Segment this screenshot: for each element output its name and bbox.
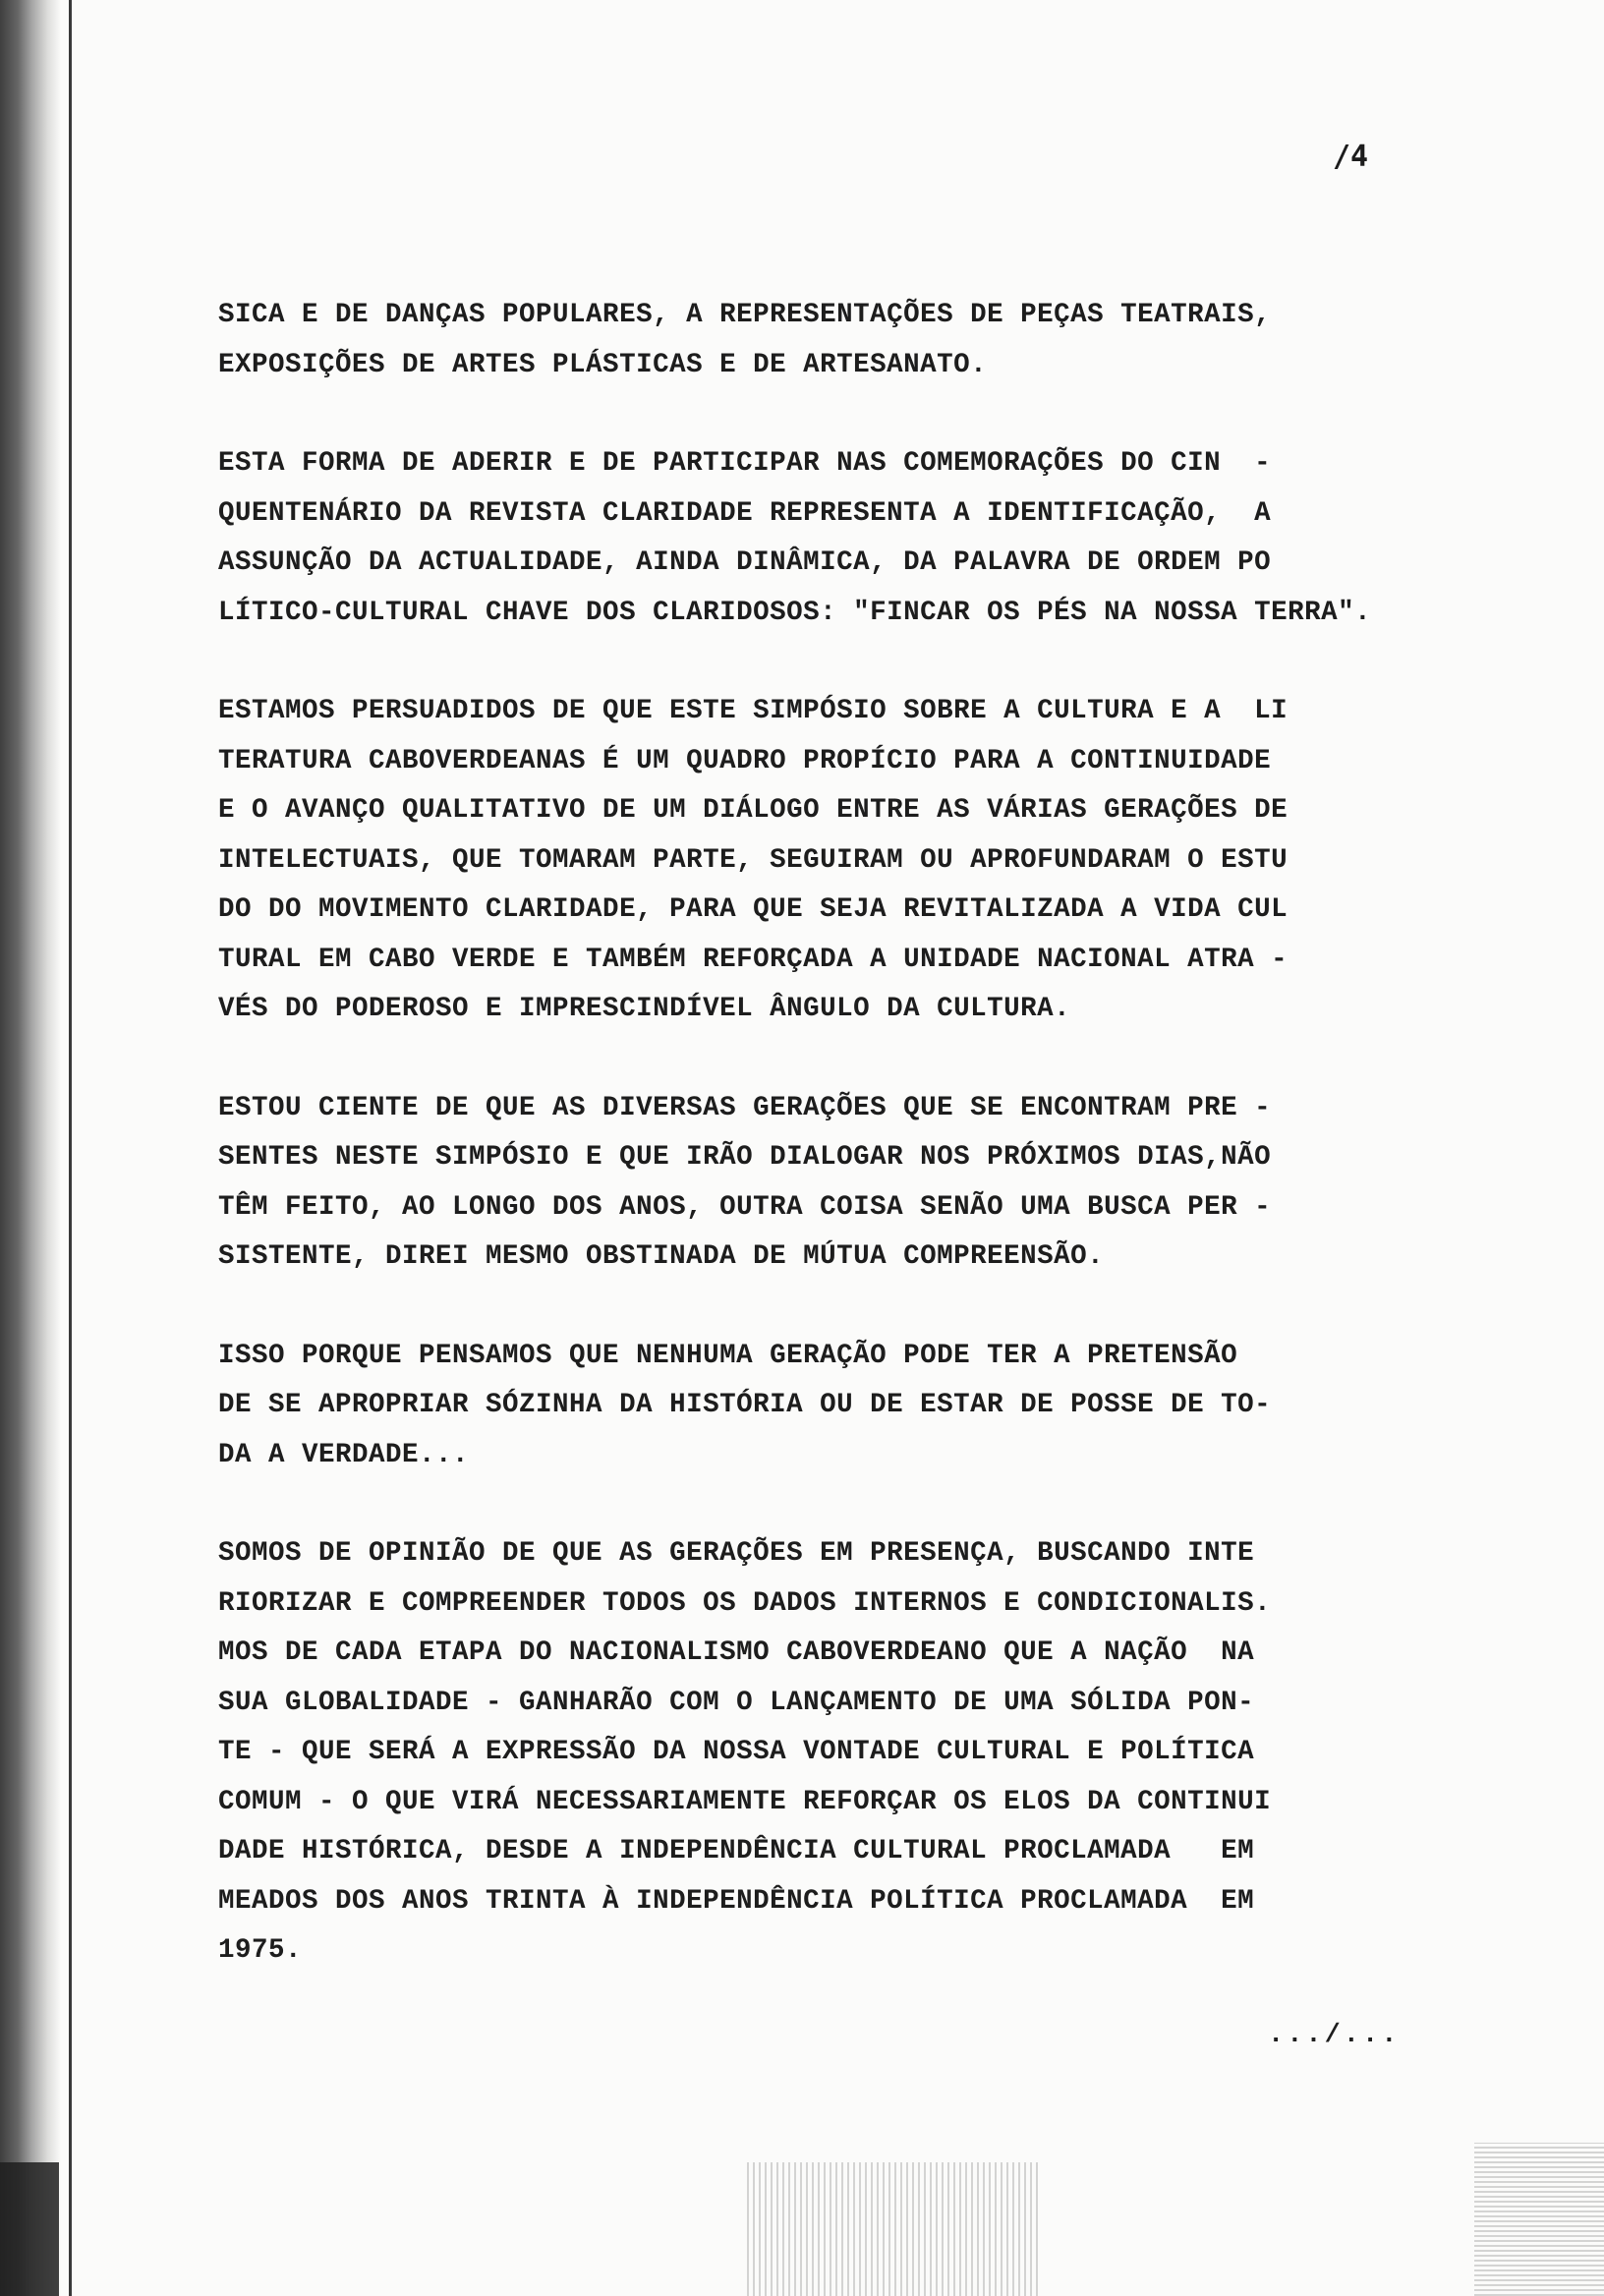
text-line: ASSUNÇÃO DA ACTUALIDADE, AINDA DINÂMICA, DA PALAVRA DE ORDEM PO [218, 547, 1272, 578]
text-line: DE SE APROPRIAR SÓZINHA DA HISTÓRIA OU DE ESTAR DE POSSE DE TO- [218, 1390, 1272, 1420]
text-line: ESTAMOS PERSUADIDOS DE QUE ESTE SIMPÓSIO SOBRE A CULTURA E A LI [218, 696, 1289, 726]
text-line: SISTENTE, DIREI MESMO OBSTINADA DE MÚTUA COMPREENSÃO. [218, 1241, 1105, 1272]
scan-shadow-left [0, 0, 61, 2296]
text-line: ISSO PORQUE PENSAMOS QUE NENHUMA GERAÇÃO PODE TER A PRETENSÃO [218, 1340, 1238, 1371]
text-line: TÊM FEITO, AO LONGO DOS ANOS, OUTRA COISA SENÃO UMA BUSCA PER - [218, 1191, 1272, 1223]
text-line: TURAL EM CABO VERDE E TAMBÉM REFORÇADA A UNIDADE NACIONAL ATRA - [218, 944, 1289, 975]
text-line: RIORIZAR E COMPREENDER TODOS OS DADOS INTERNOS E CONDICIONALIS. [218, 1587, 1272, 1619]
text-line: 1975. [218, 1935, 303, 1966]
page-number: /4 [1333, 140, 1369, 174]
text-line: LÍTICO-CULTURAL CHAVE DOS CLARIDOSOS: "FINCAR OS PÉS NA NOSSA TERRA". [218, 597, 1372, 628]
scan-noise-bottom-left [0, 2162, 59, 2296]
paragraph-3 [218, 687, 1575, 1035]
scan-margin-line [69, 0, 72, 2296]
scan-noise-bottom-right [1474, 2143, 1604, 2296]
text-line: ESTA FORMA DE ADERIR E DE PARTICIPAR NAS COMEMORAÇÕES DO CIN - [218, 448, 1272, 479]
scan-noise-bottom-center [747, 2162, 1042, 2296]
paragraph-6 [218, 1529, 1575, 1977]
text-line: TE - QUE SERÁ A EXPRESSÃO DA NOSSA VONTADE CULTURAL E POLÍTICA [218, 1737, 1255, 1767]
text-line: E O AVANÇO QUALITATIVO DE UM DIÁLOGO ENTRE AS VÁRIAS GERAÇÕES DE [218, 795, 1289, 826]
text-line: SENTES NESTE SIMPÓSIO E QUE IRÃO DIALOGAR NOS PRÓXIMOS DIAS,NÃO [218, 1142, 1272, 1173]
text-line: VÉS DO PODEROSO E IMPRESCINDÍVEL ÂNGULO DA CULTURA. [218, 994, 1071, 1024]
text-line: MOS DE CADA ETAPA DO NACIONALISMO CABOVERDEANO QUE A NAÇÃO NA [218, 1637, 1255, 1668]
text-line: SOMOS DE OPINIÃO DE QUE AS GERAÇÕES EM PRESENÇA, BUSCANDO INTE [218, 1538, 1255, 1569]
text-line: QUENTENÁRIO DA REVISTA CLARIDADE REPRESENTA A IDENTIFICAÇÃO, A [218, 497, 1272, 529]
text-line: ESTOU CIENTE DE QUE AS DIVERSAS GERAÇÕES QUE SE ENCONTRAM PRE - [218, 1092, 1272, 1123]
paragraph-1 [218, 291, 1575, 390]
text-line: SICA E DE DANÇAS POPULARES, A REPRESENTAÇÕES DE PEÇAS TEATRAIS, [218, 300, 1272, 330]
text-line: COMUM - O QUE VIRÁ NECESSARIAMENTE REFORÇAR OS ELOS DA CONTINUI [218, 1786, 1272, 1817]
text-line: SUA GLOBALIDADE - GANHARÃO COM O LANÇAMENTO DE UMA SÓLIDA PON- [218, 1687, 1255, 1718]
text-line: DA A VERDADE... [218, 1439, 470, 1470]
document-body [218, 291, 1575, 2026]
text-line: INTELECTUAIS, QUE TOMARAM PARTE, SEGUIRAM OU APROFUNDARAM O ESTU [218, 844, 1289, 876]
paragraph-5 [218, 1332, 1575, 1481]
paragraph-4 [218, 1084, 1575, 1283]
text-line: MEADOS DOS ANOS TRINTA À INDEPENDÊNCIA POLÍTICA PROCLAMADA EM [218, 1885, 1255, 1917]
text-line: DO DO MOVIMENTO CLARIDADE, PARA QUE SEJA REVITALIZADA A VIDA CUL [218, 894, 1289, 925]
text-line: TERATURA CABOVERDEANAS É UM QUADRO PROPÍCIO PARA A CONTINUIDADE [218, 745, 1272, 776]
continuation-mark: .../... [1268, 2021, 1401, 2050]
text-line: DADE HISTÓRICA, DESDE A INDEPENDÊNCIA CULTURAL PROCLAMADA EM [218, 1836, 1255, 1866]
paragraph-2 [218, 439, 1575, 638]
text-line: EXPOSIÇÕES DE ARTES PLÁSTICAS E DE ARTESANATO. [218, 349, 988, 380]
